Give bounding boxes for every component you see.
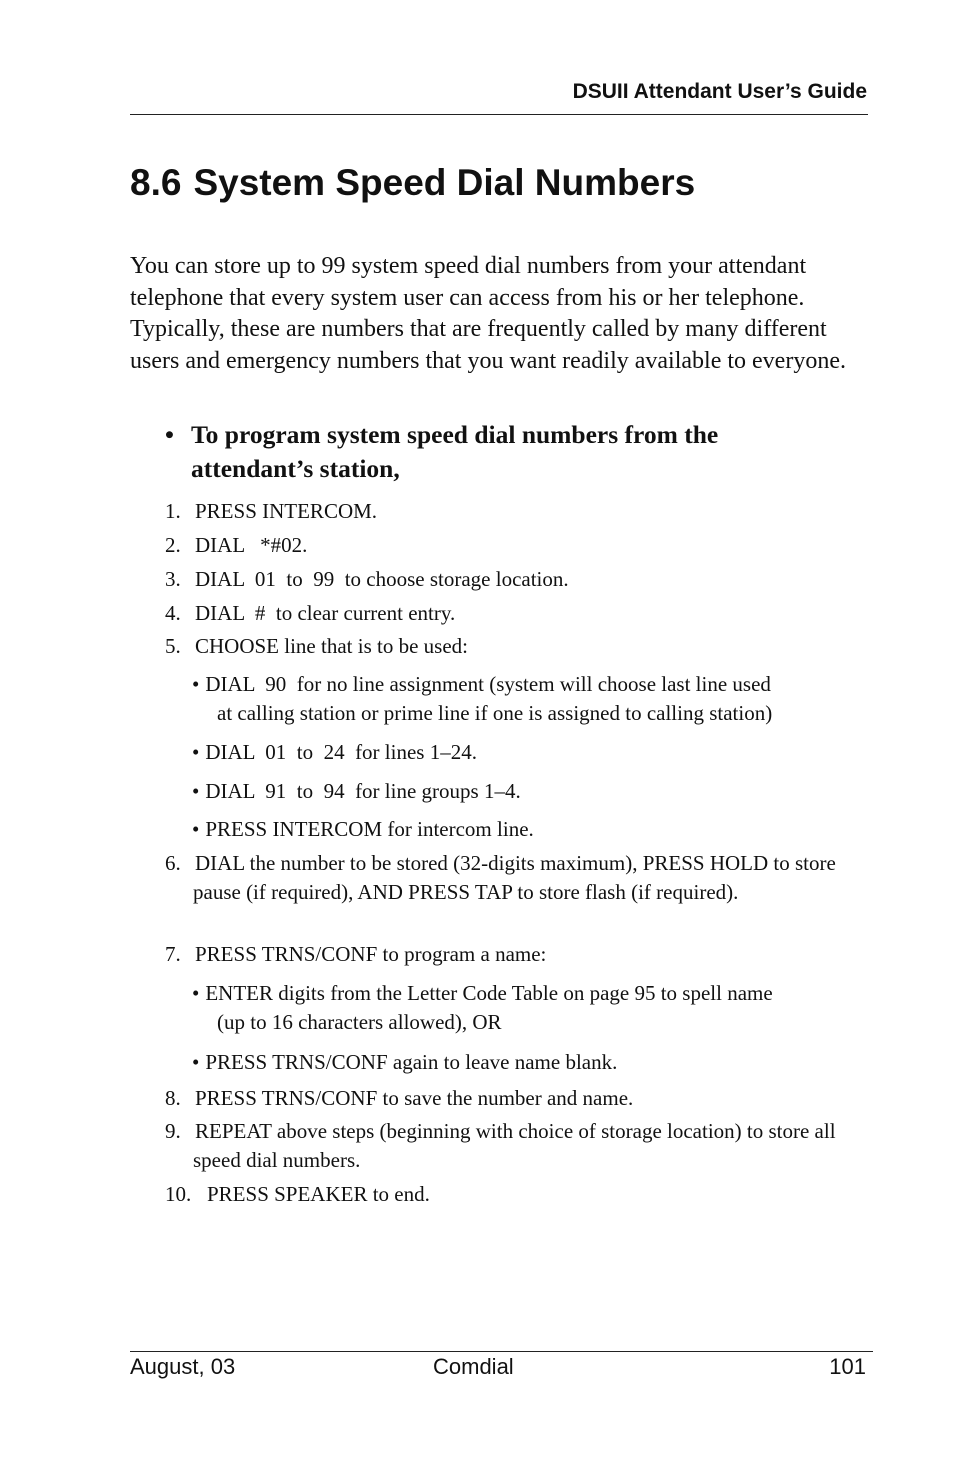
substep-continuation: at calling station or prime line if one is assigned to calling station) [217, 701, 773, 725]
step-number: 2. [165, 533, 181, 557]
step-number: 4. [165, 601, 181, 625]
step-3 [165, 565, 569, 594]
step-number: 5. [165, 634, 181, 658]
step-7 [165, 940, 546, 969]
bullet: • [192, 779, 200, 803]
substep-no-line [192, 670, 771, 699]
substep-text: DIAL 90 for no line assignment (system will choose last line used [205, 672, 771, 696]
step-text: DIAL the number to be stored (32-digits maximum), PRESS HOLD to store pause (if required), AND PRESS TAP to store flash (if required). [193, 851, 836, 904]
step-5 [165, 632, 468, 661]
substep-text: PRESS INTERCOM for intercom line. [205, 817, 534, 841]
step-text: PRESS TRNS/CONF to save the number and name. [195, 1086, 634, 1110]
substep-text: ENTER digits from the Letter Code Table on page 95 to spell name [205, 981, 773, 1005]
section-title [130, 162, 695, 204]
procedure-heading-text: To program system speed dial numbers from the attendant’s station, [191, 420, 719, 483]
step-text: CHOOSE line that is to be used: [195, 634, 468, 658]
step-4 [165, 599, 455, 628]
step-1 [165, 497, 377, 526]
substep-intercom [192, 815, 534, 844]
header-rule [130, 114, 868, 115]
step-number: 8. [165, 1086, 181, 1110]
step-number: 3. [165, 567, 181, 591]
substep-text: DIAL 01 to 24 for lines 1–24. [205, 740, 477, 764]
step-number: 1. [165, 499, 181, 523]
step-number: 6. [165, 851, 181, 875]
substep-line-groups [192, 777, 521, 806]
substep-text: DIAL 91 to 94 for line groups 1–4. [205, 779, 521, 803]
substep-text: PRESS TRNS/CONF again to leave name blank. [205, 1050, 618, 1074]
footer-rule [130, 1351, 873, 1352]
bullet: • [192, 740, 200, 764]
running-header: DSUII Attendant User’s Guide [572, 80, 867, 103]
page-number: 101 [829, 1354, 866, 1379]
step-number: 7. [165, 942, 181, 966]
step-9 [165, 1117, 883, 1175]
step-text: DIAL *#02. [195, 533, 308, 557]
bullet: • [192, 817, 200, 841]
substep-leave-blank [192, 1048, 617, 1077]
footer-date: August, 03 [130, 1354, 236, 1379]
footer-company: Comdial [433, 1354, 514, 1379]
procedure-heading [165, 418, 845, 486]
substep-enter-digits [192, 979, 773, 1008]
step-text: DIAL 01 to 99 to choose storage location. [195, 567, 569, 591]
substep-continuation: (up to 16 characters allowed), OR [217, 1010, 502, 1034]
step-text: DIAL # to clear current entry. [195, 601, 456, 625]
step-8 [165, 1084, 633, 1113]
step-number: 9. [165, 1119, 181, 1143]
step-text: PRESS INTERCOM. [195, 499, 378, 523]
step-2 [165, 531, 307, 560]
step-6 [165, 849, 873, 907]
step-text: PRESS TRNS/CONF to program a name: [195, 942, 547, 966]
substep-lines [192, 738, 477, 767]
step-text: PRESS SPEAKER to end. [207, 1182, 430, 1206]
bullet: • [192, 672, 200, 696]
bullet: • [165, 420, 174, 449]
section-number: 8.6 [130, 162, 182, 203]
step-text: REPEAT above steps (beginning with choice of storage location) to store all speed dial numbers. [193, 1119, 836, 1172]
step-10 [165, 1180, 430, 1209]
bullet: • [192, 981, 200, 1005]
intro-paragraph: You can store up to 99 system speed dial numbers from your attendant telephone that every system user can access from his or her telephone. Typically, these are numbers that are frequently called by many different users and emergency numbers that you want readily available to everyone. [130, 253, 846, 374]
step-number: 10. [165, 1182, 192, 1206]
section-title-text: System Speed Dial Numbers [193, 162, 696, 203]
bullet: • [192, 1050, 200, 1074]
